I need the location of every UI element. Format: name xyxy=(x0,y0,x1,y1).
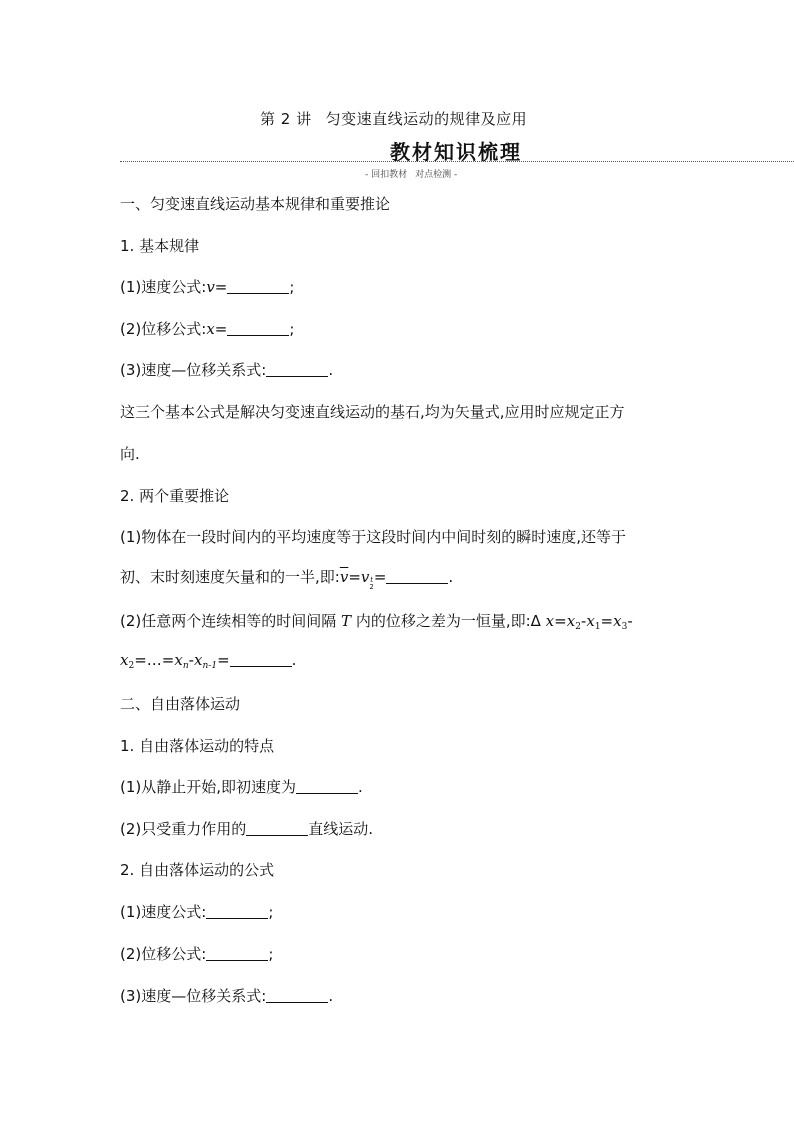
ff-velocity-line xyxy=(120,901,273,922)
var-x: x xyxy=(545,612,555,630)
velocity-formula-label: (1)速度公式: xyxy=(120,278,207,296)
punctuation: ; xyxy=(268,903,274,921)
inference2-line1 xyxy=(120,610,633,632)
ff-velocity-displacement-label: (3)速度—位移关系式: xyxy=(120,987,267,1005)
subscript: 2 xyxy=(575,622,581,632)
punctuation: ; xyxy=(289,320,295,338)
var-v: v xyxy=(206,278,215,296)
ff-displacement-label: (2)位移公式: xyxy=(120,945,207,963)
ellipsis: =…= xyxy=(134,651,175,669)
equals-sign: = xyxy=(554,612,567,630)
formulas-heading: 2. 自由落体运动的公式 xyxy=(120,861,275,879)
dotted-divider xyxy=(120,161,794,162)
lesson-title xyxy=(260,108,527,129)
ff-displacement-line xyxy=(120,943,273,964)
subtitle-left: - 回扣教材 xyxy=(365,170,408,180)
ff-velocity-label: (1)速度公式: xyxy=(120,903,207,921)
inference2-line2 xyxy=(120,651,296,671)
equals-sign: = xyxy=(348,568,361,586)
punctuation: . xyxy=(328,361,334,379)
var-x: x xyxy=(120,651,129,669)
var-x: x xyxy=(566,612,576,630)
answer-blank[interactable] xyxy=(230,651,292,667)
equals-sign: = xyxy=(214,278,228,296)
equals-sign: = xyxy=(600,612,614,630)
punctuation: ; xyxy=(289,278,295,296)
answer-blank[interactable] xyxy=(206,903,268,919)
answer-blank[interactable] xyxy=(266,987,328,1003)
answer-blank[interactable] xyxy=(296,778,358,794)
punctuation: ; xyxy=(268,945,274,963)
punctuation: . xyxy=(328,987,334,1005)
lesson-title-text: 匀变速直线运动的规律及应用 xyxy=(325,110,528,128)
subscript: 2 xyxy=(128,661,135,671)
inference1-prefix: 初、末时刻速度矢量和的一半,即: xyxy=(120,568,340,586)
frac-denominator: 2 xyxy=(369,583,374,591)
velocity-formula-line xyxy=(120,276,294,297)
answer-blank[interactable] xyxy=(227,278,289,294)
section-heading: 教材知识梳理 xyxy=(390,140,522,164)
inference1-line1: (1)物体在一段时间内的平均速度等于这段时间内中间时刻的瞬时速度,还等于 xyxy=(120,528,627,546)
subscript: 1 xyxy=(594,622,601,632)
feature2-suffix: 直线运动. xyxy=(308,820,374,838)
var-x: x xyxy=(206,320,215,338)
punctuation: . xyxy=(291,651,297,669)
subtitle-right: 对点检测 - xyxy=(415,170,458,180)
displacement-formula-label: (2)位移公式: xyxy=(120,320,207,338)
answer-blank[interactable] xyxy=(386,568,448,584)
note-line-2: 向. xyxy=(120,445,140,463)
minus-sign: - xyxy=(188,651,195,669)
feature1-text: (1)从静止开始,即初速度为 xyxy=(120,778,297,796)
features-heading: 1. 自由落体运动的特点 xyxy=(120,737,275,755)
inference2-prefix: (2)任意两个连续相等的时间间隔 xyxy=(120,612,342,630)
inference1-line2 xyxy=(120,566,453,591)
equals-sign: = xyxy=(217,651,230,669)
basic-laws-heading: 1. 基本规律 xyxy=(120,237,200,255)
section-subtitle xyxy=(365,167,457,180)
var-x: x xyxy=(194,651,203,669)
var-x: x xyxy=(586,612,595,630)
var-x: x xyxy=(174,651,183,669)
subscript: n xyxy=(182,661,189,671)
feature1-line xyxy=(120,776,363,797)
answer-blank[interactable] xyxy=(246,820,308,836)
minus-sign: - xyxy=(627,612,633,630)
inferences-heading: 2. 两个重要推论 xyxy=(120,487,230,505)
subscript: n-1 xyxy=(202,661,218,671)
minus-sign: - xyxy=(580,612,587,630)
velocity-displacement-label: (3)速度—位移关系式: xyxy=(120,361,267,379)
answer-blank[interactable] xyxy=(266,361,328,377)
subscript: 3 xyxy=(621,622,628,632)
feature2-text: (2)只受重力作用的 xyxy=(120,820,247,838)
equals-sign: = xyxy=(214,320,228,338)
equals-sign: = xyxy=(373,568,387,586)
var-T: T xyxy=(341,612,352,630)
lesson-number: 第 2 讲 xyxy=(260,110,312,128)
var-x: x xyxy=(613,612,622,630)
answer-blank[interactable] xyxy=(227,320,289,336)
note-line-1: 这三个基本公式是解决匀变速直线运动的基石,均为矢量式,应用时应规定正方 xyxy=(120,403,625,421)
part2-heading: 二、自由落体运动 xyxy=(120,695,241,713)
answer-blank[interactable] xyxy=(206,945,268,961)
displacement-formula-line xyxy=(120,318,294,339)
ff-velocity-displacement-line xyxy=(120,985,333,1006)
inference2-mid: 内的位移之差为一恒量,即:Δ xyxy=(351,612,546,630)
var-v: v xyxy=(360,568,370,586)
feature2-line xyxy=(120,818,373,839)
var-v-bar: $\overline{v}$ xyxy=(339,568,349,586)
frac-numerator: t xyxy=(370,576,374,584)
part1-heading: 一、匀变速直线运动基本规律和重要推论 xyxy=(120,195,391,213)
punctuation: . xyxy=(448,568,454,586)
punctuation: . xyxy=(358,778,363,796)
velocity-displacement-line xyxy=(120,359,333,380)
